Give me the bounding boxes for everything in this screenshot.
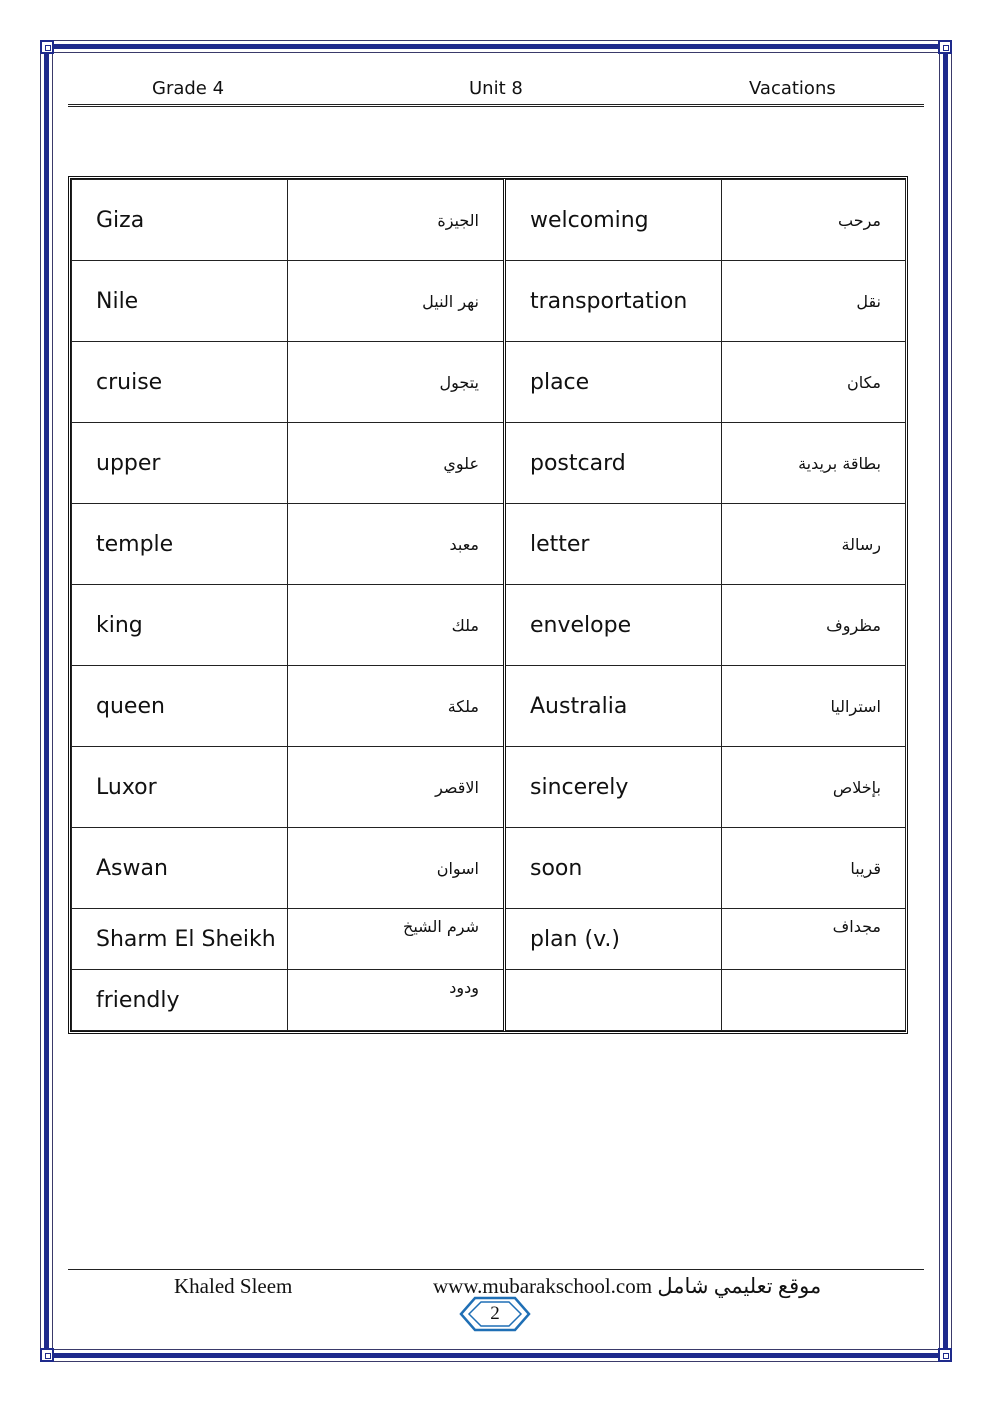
arabic-translation bbox=[722, 970, 906, 1031]
english-word: temple bbox=[72, 504, 288, 585]
english-word: Luxor bbox=[72, 747, 288, 828]
arabic-translation: ودود bbox=[288, 970, 505, 1031]
vocab-row bbox=[72, 666, 906, 747]
english-word: transportation bbox=[505, 261, 722, 342]
english-word: friendly bbox=[72, 970, 288, 1031]
arabic-translation: علوي bbox=[288, 423, 505, 504]
english-word: Giza bbox=[72, 180, 288, 261]
english-word: welcoming bbox=[505, 180, 722, 261]
english-word: queen bbox=[72, 666, 288, 747]
header-divider bbox=[68, 104, 924, 107]
arabic-translation: الاقصر bbox=[288, 747, 505, 828]
arabic-translation: شرم الشيخ bbox=[288, 909, 505, 970]
arabic-translation: يتجول bbox=[288, 342, 505, 423]
english-word: soon bbox=[505, 828, 722, 909]
english-word: Australia bbox=[505, 666, 722, 747]
vocab-row bbox=[72, 180, 906, 261]
english-word: letter bbox=[505, 504, 722, 585]
page-number: 2 bbox=[490, 1303, 500, 1324]
footer-author: Khaled Sleem bbox=[174, 1274, 293, 1298]
vocab-row bbox=[72, 909, 906, 970]
arabic-translation: الجيزة bbox=[288, 180, 505, 261]
english-word: Nile bbox=[72, 261, 288, 342]
arabic-translation: اسوان bbox=[288, 828, 505, 909]
vocab-row bbox=[72, 423, 906, 504]
english-word: envelope bbox=[505, 585, 722, 666]
arabic-translation: مكان bbox=[722, 342, 906, 423]
arabic-translation: نقل bbox=[722, 261, 906, 342]
arabic-translation: ملكة bbox=[288, 666, 505, 747]
arabic-translation: مرحب bbox=[722, 180, 906, 261]
page-header bbox=[68, 76, 924, 106]
arabic-translation: مجداف bbox=[722, 909, 906, 970]
english-word: plan (v.) bbox=[505, 909, 722, 970]
english-word bbox=[505, 970, 722, 1031]
corner-ornament-bottom-left bbox=[40, 1348, 54, 1362]
arabic-translation: ملك bbox=[288, 585, 505, 666]
corner-ornament-bottom-right bbox=[938, 1348, 952, 1362]
arabic-translation: رسالة bbox=[722, 504, 906, 585]
english-word: Sharm El Sheikh bbox=[72, 909, 288, 970]
arabic-translation: مظروف bbox=[722, 585, 906, 666]
arabic-translation: قريبا bbox=[722, 828, 906, 909]
english-word: Aswan bbox=[72, 828, 288, 909]
arabic-translation: بطاقة بريدية bbox=[722, 423, 906, 504]
header-unit: Unit 8 bbox=[469, 78, 523, 99]
vocab-row bbox=[72, 504, 906, 585]
english-word: upper bbox=[72, 423, 288, 504]
english-word: postcard bbox=[505, 423, 722, 504]
vocabulary-table-body bbox=[72, 180, 906, 1031]
footer-website: www.mubarakschool.com موقع تعليمي شامل bbox=[433, 1274, 822, 1298]
vocab-row bbox=[72, 970, 906, 1031]
arabic-translation: نهر النيل bbox=[288, 261, 505, 342]
arabic-translation: معبد bbox=[288, 504, 505, 585]
vocab-row bbox=[72, 828, 906, 909]
english-word: sincerely bbox=[505, 747, 722, 828]
arabic-translation: استراليا bbox=[722, 666, 906, 747]
corner-ornament-top-right bbox=[938, 40, 952, 54]
vocab-row bbox=[72, 585, 906, 666]
footer-divider bbox=[68, 1269, 924, 1270]
vocab-row bbox=[72, 261, 906, 342]
vocabulary-table bbox=[68, 176, 908, 1034]
vocab-row bbox=[72, 747, 906, 828]
english-word: king bbox=[72, 585, 288, 666]
english-word: place bbox=[505, 342, 722, 423]
corner-ornament-top-left bbox=[40, 40, 54, 54]
header-grade: Grade 4 bbox=[152, 78, 225, 99]
header-topic: Vacations bbox=[749, 78, 836, 99]
english-word: cruise bbox=[72, 342, 288, 423]
page-number-badge bbox=[459, 1296, 531, 1332]
vocab-row bbox=[72, 342, 906, 423]
arabic-translation: بإخلاص bbox=[722, 747, 906, 828]
